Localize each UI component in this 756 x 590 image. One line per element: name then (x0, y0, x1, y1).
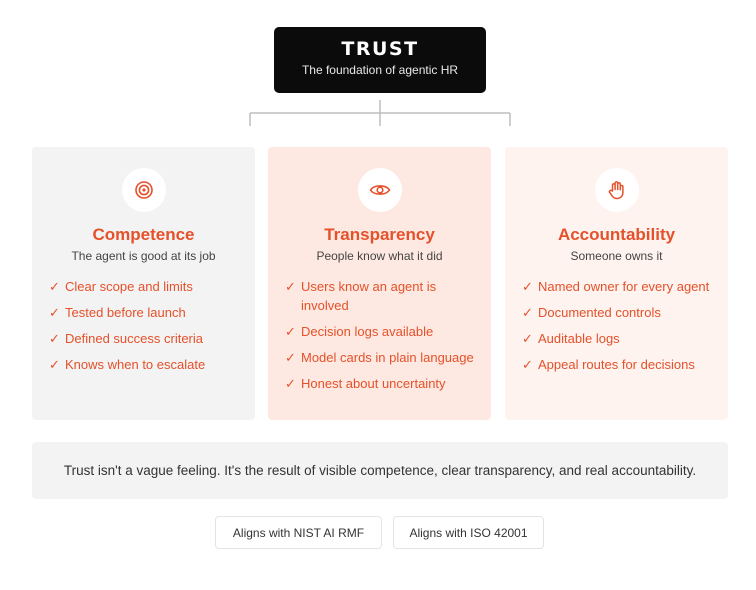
checklist-item: ✓ Honest about uncertainty (285, 376, 446, 391)
connector-lines (0, 0, 756, 150)
checklist-item: ✓ Documented controls (522, 305, 661, 320)
root-subtitle: The foundation of agentic HR (301, 63, 459, 77)
checklist-item: ✓ Appeal routes for decisions (522, 357, 695, 372)
hand-icon (595, 168, 639, 212)
checklist-item: ✓ Named owner for every agent (522, 279, 710, 294)
check-icon: ✓ (49, 331, 60, 346)
check-icon: ✓ (49, 279, 60, 294)
checklist-item: ✓ Model cards in plain language (285, 350, 474, 365)
check-icon: ✓ (522, 331, 533, 346)
check-icon: ✓ (285, 324, 296, 339)
target-icon (122, 168, 166, 212)
check-icon: ✓ (522, 305, 533, 320)
iso-badge: Aligns with ISO 42001 (393, 516, 544, 549)
pillar-card-transparency (268, 147, 491, 420)
checklist-item: ✓ Clear scope and limits (49, 279, 193, 294)
pillar-card-competence (32, 147, 255, 420)
check-icon: ✓ (285, 279, 296, 294)
check-icon: ✓ (522, 357, 533, 372)
check-icon: ✓ (522, 279, 533, 294)
checklist (285, 277, 479, 400)
checklist (522, 277, 716, 381)
pillar-card-accountability (505, 147, 728, 420)
checklist-item: ✓ Knows when to escalate (49, 357, 206, 372)
pillar-title: Transparency (324, 225, 435, 244)
nist-badge: Aligns with NIST AI RMF (215, 516, 382, 549)
pillar-subtitle: The agent is good at its job (71, 249, 216, 263)
checklist-item: ✓ Users know an agent is involved (285, 279, 437, 313)
check-icon: ✓ (285, 376, 296, 391)
checklist-item: ✓ Decision logs available (285, 324, 434, 339)
checklist-item: ✓ Tested before launch (49, 305, 186, 320)
root-title: TRUST (341, 38, 419, 60)
check-icon: ✓ (49, 305, 60, 320)
summary-statement: Trust isn't a vague feeling. It's the result of visible competence, clear transparency, and real accountability. (32, 442, 728, 499)
pillar-title: Competence (92, 225, 195, 244)
check-icon: ✓ (49, 357, 60, 372)
pillar-subtitle: Someone owns it (570, 249, 663, 263)
check-icon: ✓ (285, 350, 296, 365)
checklist-item: ✓ Auditable logs (522, 331, 620, 346)
pillar-subtitle: People know what it did (316, 249, 443, 263)
checklist (49, 277, 243, 381)
pillar-title: Accountability (557, 225, 676, 244)
eye-icon (358, 168, 402, 212)
checklist-item: ✓ Defined success criteria (49, 331, 203, 346)
